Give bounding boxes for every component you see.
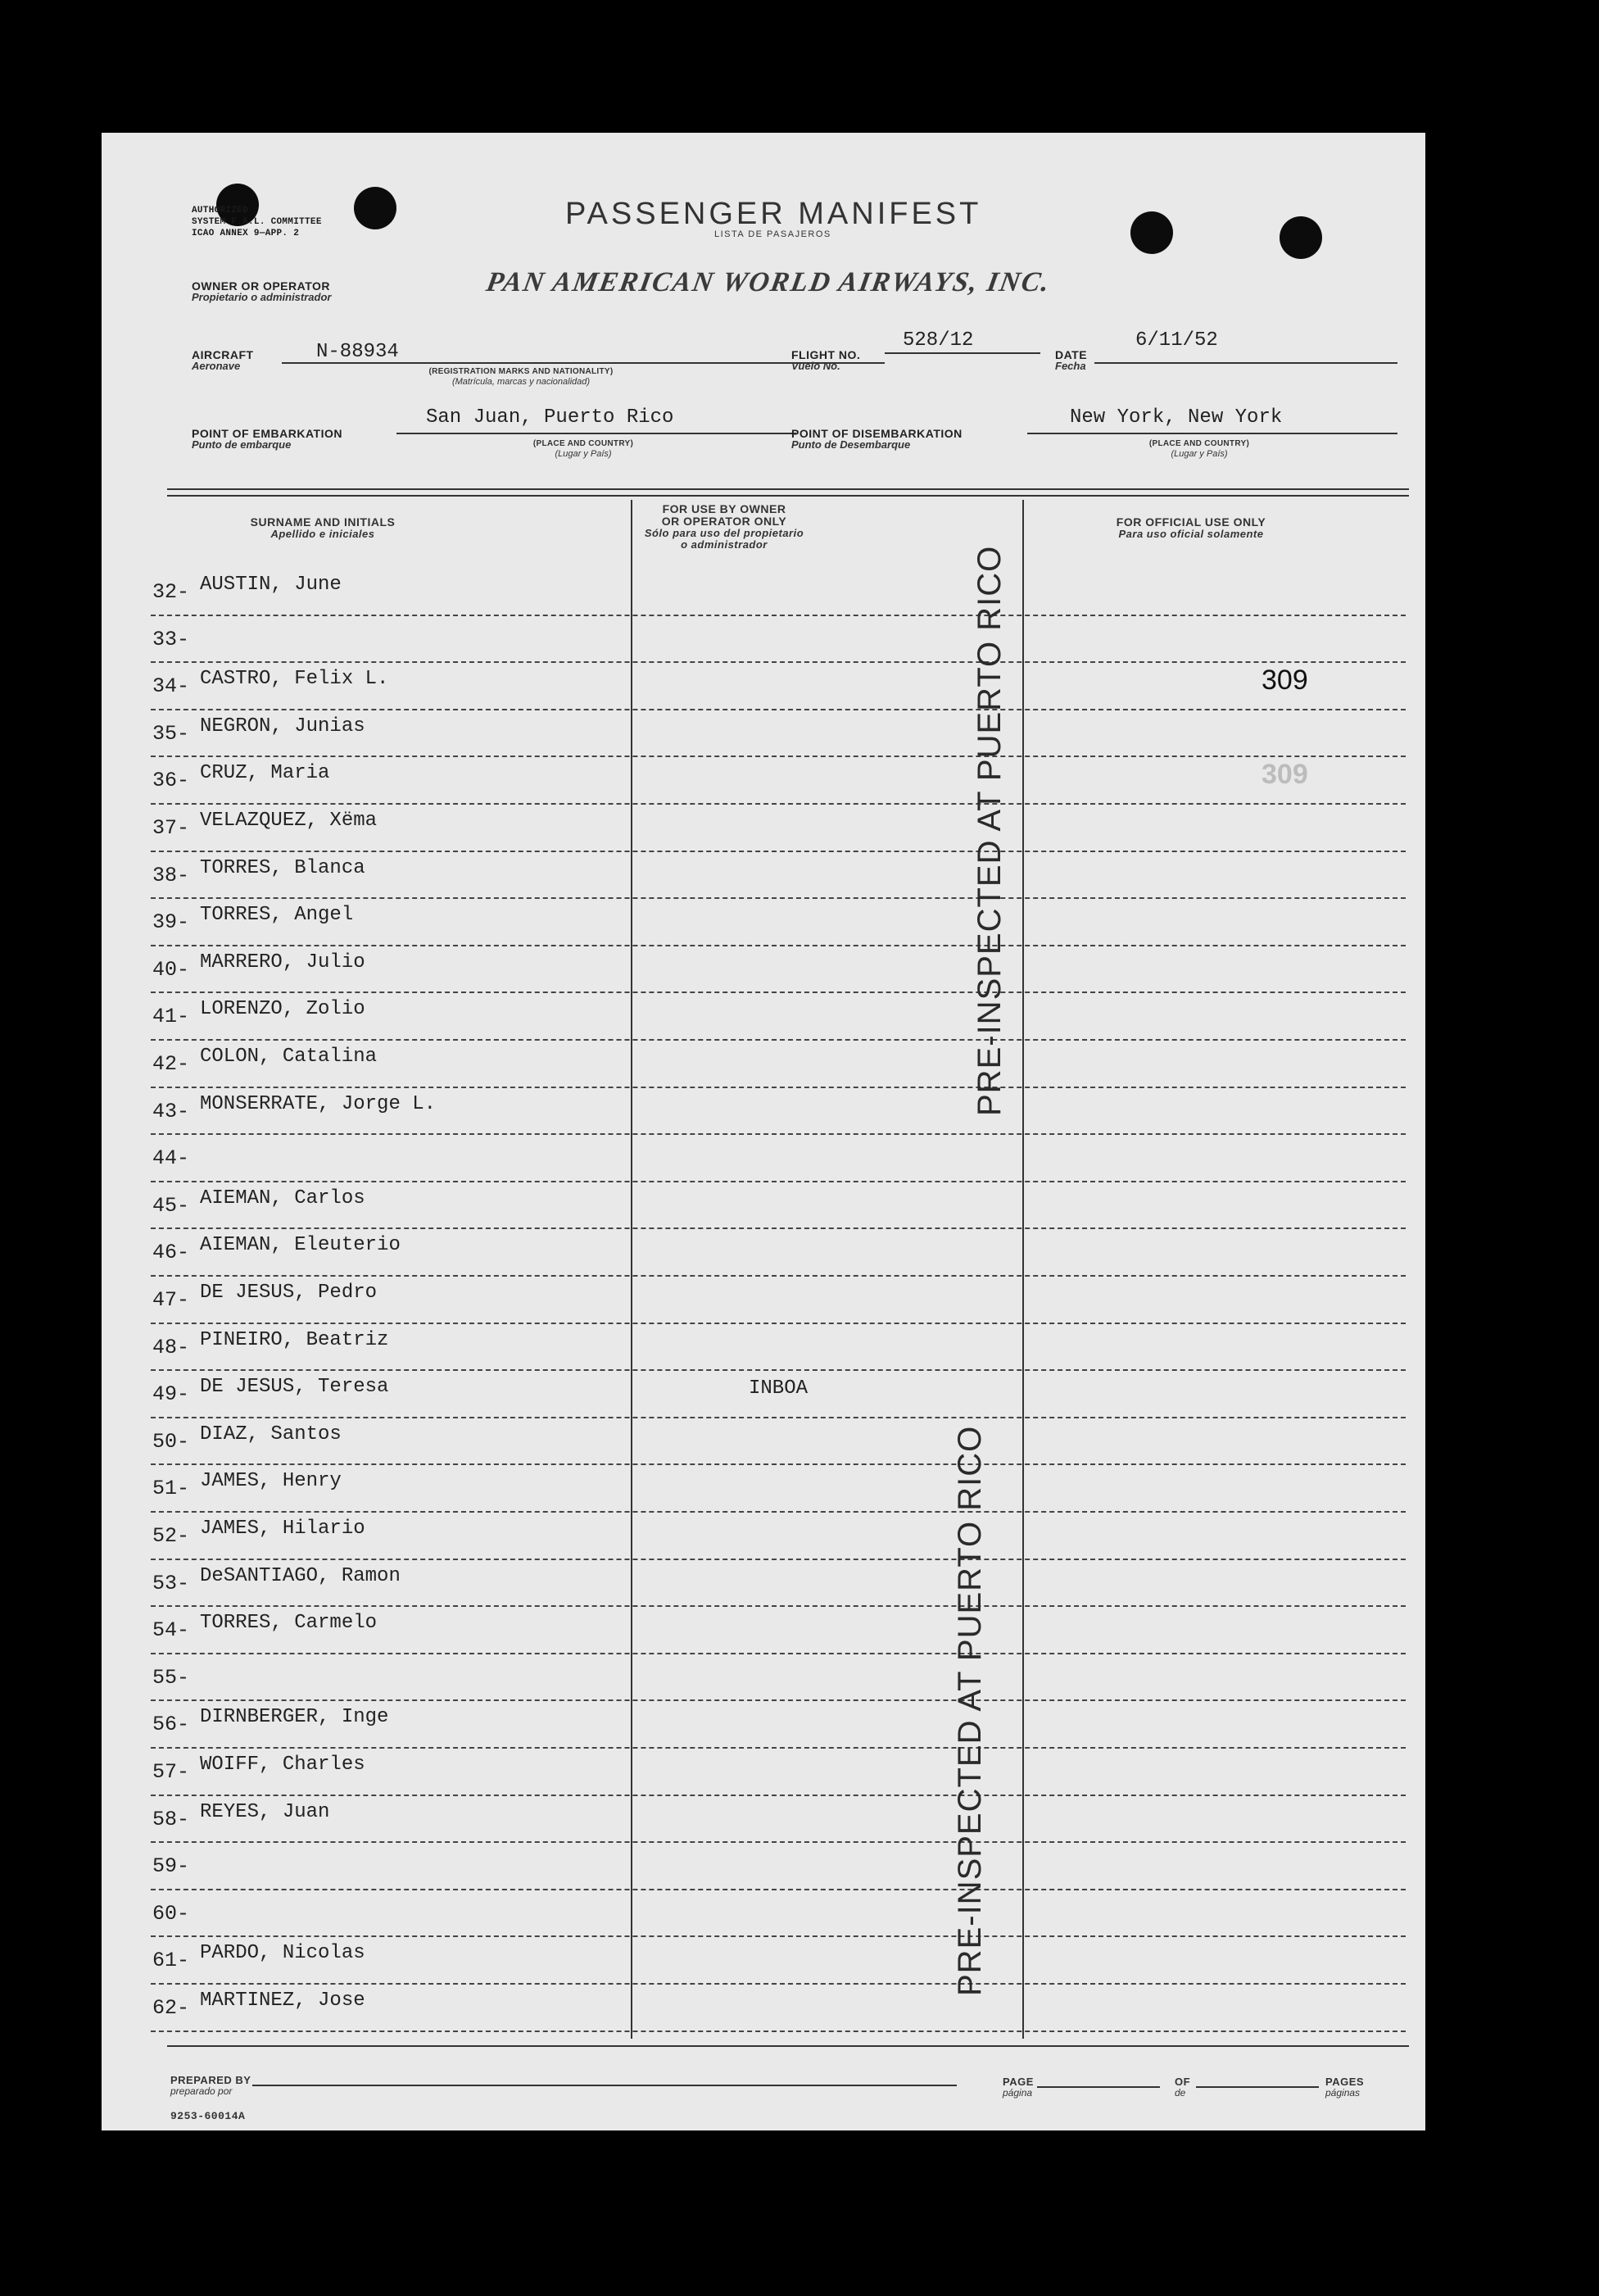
disembarkation-note: (PLACE AND COUNTRY) bbox=[1148, 439, 1250, 448]
row-number: 53- bbox=[152, 1571, 190, 1595]
authority-block bbox=[192, 205, 322, 239]
row-number: 34- bbox=[152, 674, 190, 699]
flight-value: 528/12 bbox=[903, 329, 974, 352]
row-line bbox=[151, 1275, 1406, 1277]
row-line bbox=[151, 897, 1406, 899]
column-divider bbox=[1022, 500, 1024, 2039]
aircraft-label-es: Aeronave bbox=[192, 360, 241, 372]
row-number: 37- bbox=[152, 816, 190, 840]
aircraft-value: N-88934 bbox=[316, 341, 399, 363]
passenger-name: WOIFF, Charles bbox=[200, 1754, 365, 1776]
row-line bbox=[151, 1417, 1406, 1418]
row-number: 48- bbox=[152, 1335, 190, 1359]
row-number: 62- bbox=[152, 1996, 190, 2020]
passenger-name: CRUZ, Maria bbox=[200, 762, 330, 785]
row-line bbox=[151, 709, 1406, 710]
footer-underline bbox=[1037, 2086, 1160, 2088]
official-header-label: FOR OFFICIAL USE ONLY bbox=[1116, 515, 1266, 529]
row-line bbox=[151, 1369, 1406, 1371]
official-header-label-es: Para uso oficial solamente bbox=[1118, 528, 1264, 540]
passenger-name: NEGRON, Junias bbox=[200, 715, 365, 737]
row-number: 60- bbox=[152, 1901, 190, 1926]
owner-label: OWNER OR OPERATOR bbox=[192, 279, 330, 293]
manifest-page bbox=[102, 133, 1425, 2130]
row-line bbox=[151, 1463, 1406, 1465]
row-line bbox=[151, 661, 1406, 663]
row-number: 57- bbox=[152, 1760, 190, 1784]
footer-underline bbox=[252, 2085, 957, 2086]
row-number: 43- bbox=[152, 1099, 190, 1123]
owner-use-header-line: OR OPERATOR ONLY bbox=[661, 515, 787, 528]
passenger-name: DE JESUS, Teresa bbox=[200, 1376, 389, 1399]
authority-line: SYSTEM F.A.L. COMMITTEE bbox=[192, 217, 322, 227]
row-number: 54- bbox=[152, 1618, 190, 1643]
row-line bbox=[151, 991, 1406, 993]
date-value: 6/11/52 bbox=[1135, 329, 1218, 352]
passenger-name: DE JESUS, Pedro bbox=[200, 1282, 378, 1304]
embarkation-label-es: Punto de embarque bbox=[192, 438, 292, 451]
row-line bbox=[151, 1699, 1406, 1701]
passenger-name: TORRES, Blanca bbox=[200, 856, 365, 879]
owner-use-header-es: Sólo para uso del propietario bbox=[644, 527, 804, 539]
column-divider bbox=[631, 500, 632, 2039]
disembarkation-value: New York, New York bbox=[1070, 406, 1283, 429]
owner-value: PAN AMERICAN WORLD AIRWAYS, INC. bbox=[483, 267, 1053, 297]
row-line bbox=[151, 756, 1406, 757]
row-line bbox=[151, 1653, 1406, 1654]
of-label: OF bbox=[1175, 2076, 1191, 2088]
passenger-name: JAMES, Hilario bbox=[200, 1518, 365, 1540]
row-number: 58- bbox=[152, 1807, 190, 1831]
passenger-name: DIRNBERGER, Inge bbox=[200, 1706, 389, 1729]
of-label-es: de bbox=[1175, 2087, 1186, 2099]
passenger-name: PARDO, Nicolas bbox=[200, 1942, 365, 1965]
surname-column-header bbox=[200, 516, 446, 540]
embarkation-value: San Juan, Puerto Rico bbox=[426, 406, 674, 429]
row-line bbox=[151, 1087, 1406, 1088]
row-line bbox=[151, 1841, 1406, 1843]
row-number: 42- bbox=[152, 1052, 190, 1076]
row-number: 33- bbox=[152, 627, 190, 651]
row-line bbox=[151, 1227, 1406, 1229]
field-underline bbox=[1094, 362, 1397, 364]
passenger-name: TORRES, Carmelo bbox=[200, 1612, 378, 1635]
punch-hole bbox=[354, 187, 396, 229]
row-line bbox=[151, 1181, 1406, 1182]
owner-use-column-header bbox=[601, 503, 847, 551]
row-line bbox=[151, 1795, 1406, 1796]
row-number: 36- bbox=[152, 769, 190, 793]
row-line bbox=[151, 945, 1406, 946]
row-number: 55- bbox=[152, 1665, 190, 1690]
row-number: 50- bbox=[152, 1429, 190, 1454]
row-number: 47- bbox=[152, 1288, 190, 1312]
authority-line: AUTHORIZED bbox=[192, 206, 249, 216]
embarkation-note-es: (Lugar y País) bbox=[555, 449, 612, 459]
passenger-name: MARRERO, Julio bbox=[200, 951, 365, 973]
passenger-name: MONSERRATE, Jorge L. bbox=[200, 1092, 437, 1115]
passenger-name: MARTINEZ, Jose bbox=[200, 1990, 365, 2012]
official-use-cell: 309 bbox=[1262, 759, 1308, 791]
row-line bbox=[151, 1983, 1406, 1985]
punch-hole bbox=[1280, 216, 1322, 259]
surname-header-label: SURNAME AND INITIALS bbox=[250, 515, 396, 529]
date-label: DATE bbox=[1055, 348, 1088, 361]
passenger-name: PINEIRO, Beatriz bbox=[200, 1328, 389, 1351]
official-use-cell: 309 bbox=[1262, 665, 1308, 697]
passenger-name: COLON, Catalina bbox=[200, 1046, 378, 1068]
row-line bbox=[151, 1511, 1406, 1513]
prepared-by-label: PREPARED BY bbox=[170, 2074, 251, 2086]
disembarkation-note-es: (Lugar y País) bbox=[1171, 449, 1228, 459]
row-number: 52- bbox=[152, 1524, 190, 1548]
prepared-by-label-es: preparado por bbox=[170, 2085, 233, 2097]
row-number: 38- bbox=[152, 863, 190, 887]
row-line bbox=[151, 1747, 1406, 1749]
row-line bbox=[151, 803, 1406, 805]
passenger-name: AIEMAN, Eleuterio bbox=[200, 1234, 401, 1257]
row-number: 32- bbox=[152, 580, 190, 604]
field-underline bbox=[885, 352, 1040, 354]
row-number: 46- bbox=[152, 1241, 190, 1265]
surname-header-label-es: Apellido e iniciales bbox=[270, 528, 375, 540]
row-line bbox=[151, 1559, 1406, 1560]
embarkation-label: POINT OF EMBARKATION bbox=[192, 427, 342, 440]
passenger-name: DIAZ, Santos bbox=[200, 1423, 342, 1445]
footer-underline bbox=[1196, 2086, 1319, 2088]
passenger-name: CASTRO, Felix L. bbox=[200, 668, 389, 691]
page-label-es: página bbox=[1003, 2087, 1033, 2099]
passenger-name: JAMES, Henry bbox=[200, 1470, 342, 1493]
owner-use-header-line: FOR USE BY OWNER bbox=[662, 502, 786, 515]
pages-label-es: páginas bbox=[1325, 2087, 1361, 2099]
aircraft-label: AIRCRAFT bbox=[192, 348, 254, 361]
flight-label-es: Vuelo No. bbox=[791, 360, 840, 372]
row-line bbox=[151, 1133, 1406, 1135]
row-line bbox=[151, 615, 1406, 616]
pages-label: PAGES bbox=[1325, 2076, 1365, 2088]
passenger-name: AUSTIN, June bbox=[200, 574, 342, 596]
owner-label-es: Propietario o administrador bbox=[192, 291, 332, 303]
page-subtitle: LISTA DE PASAJEROS bbox=[714, 229, 831, 239]
pre-inspected-stamp: PRE-INSPECTED AT PUERTO RICO bbox=[952, 1425, 988, 1996]
passenger-name: DeSANTIAGO, Ramon bbox=[200, 1564, 401, 1587]
row-number: 56- bbox=[152, 1713, 190, 1737]
form-number: 9253-60014A bbox=[170, 2110, 246, 2122]
owner-use-header-es: o administrador bbox=[681, 538, 768, 551]
page-label: PAGE bbox=[1003, 2076, 1034, 2088]
row-number: 39- bbox=[152, 910, 190, 935]
disembarkation-label: POINT OF DISEMBARKATION bbox=[791, 427, 963, 440]
header-rule bbox=[167, 495, 1409, 497]
date-label-es: Fecha bbox=[1055, 360, 1086, 372]
passenger-name: AIEMAN, Carlos bbox=[200, 1187, 365, 1209]
embarkation-note: (PLACE AND COUNTRY) bbox=[532, 439, 634, 448]
punch-hole bbox=[1130, 211, 1173, 254]
footer-rule bbox=[167, 2045, 1409, 2047]
row-number: 49- bbox=[152, 1382, 190, 1407]
passenger-name: REYES, Juan bbox=[200, 1800, 330, 1823]
row-number: 59- bbox=[152, 1854, 190, 1879]
row-line bbox=[151, 2031, 1406, 2032]
flight-label: FLIGHT NO. bbox=[791, 348, 861, 361]
row-number: 45- bbox=[152, 1193, 190, 1218]
passenger-name: LORENZO, Zolio bbox=[200, 998, 365, 1021]
aircraft-note: (REGISTRATION MARKS AND NATIONALITY) bbox=[428, 367, 614, 376]
aircraft-note-es: (Matrícula, marcas y nacionalidad) bbox=[451, 377, 591, 387]
row-number: 35- bbox=[152, 721, 190, 746]
disembarkation-label-es: Punto de Desembarque bbox=[791, 438, 911, 451]
field-underline bbox=[396, 433, 796, 434]
row-number: 51- bbox=[152, 1477, 190, 1501]
row-line bbox=[151, 1935, 1406, 1937]
row-line bbox=[151, 1039, 1406, 1041]
row-number: 40- bbox=[152, 957, 190, 982]
row-line bbox=[151, 1605, 1406, 1607]
official-column-header bbox=[1068, 516, 1314, 540]
pre-inspected-stamp: PRE-INSPECTED AT PUERTO RICO bbox=[972, 545, 1008, 1116]
row-line bbox=[151, 851, 1406, 852]
header-rule bbox=[167, 488, 1409, 490]
row-line bbox=[151, 1889, 1406, 1890]
row-number: 61- bbox=[152, 1949, 190, 1973]
row-number: 44- bbox=[152, 1146, 190, 1171]
authority-line: ICAO ANNEX 9—APP. 2 bbox=[192, 229, 300, 238]
owner-use-cell: INBOA bbox=[749, 1377, 809, 1400]
page-title: PASSENGER MANIFEST bbox=[565, 197, 982, 231]
passenger-name: VELAZQUEZ, Xëma bbox=[200, 810, 378, 832]
row-number: 41- bbox=[152, 1005, 190, 1029]
field-underline bbox=[1027, 433, 1397, 434]
row-line bbox=[151, 1323, 1406, 1324]
passenger-name: TORRES, Angel bbox=[200, 904, 354, 927]
